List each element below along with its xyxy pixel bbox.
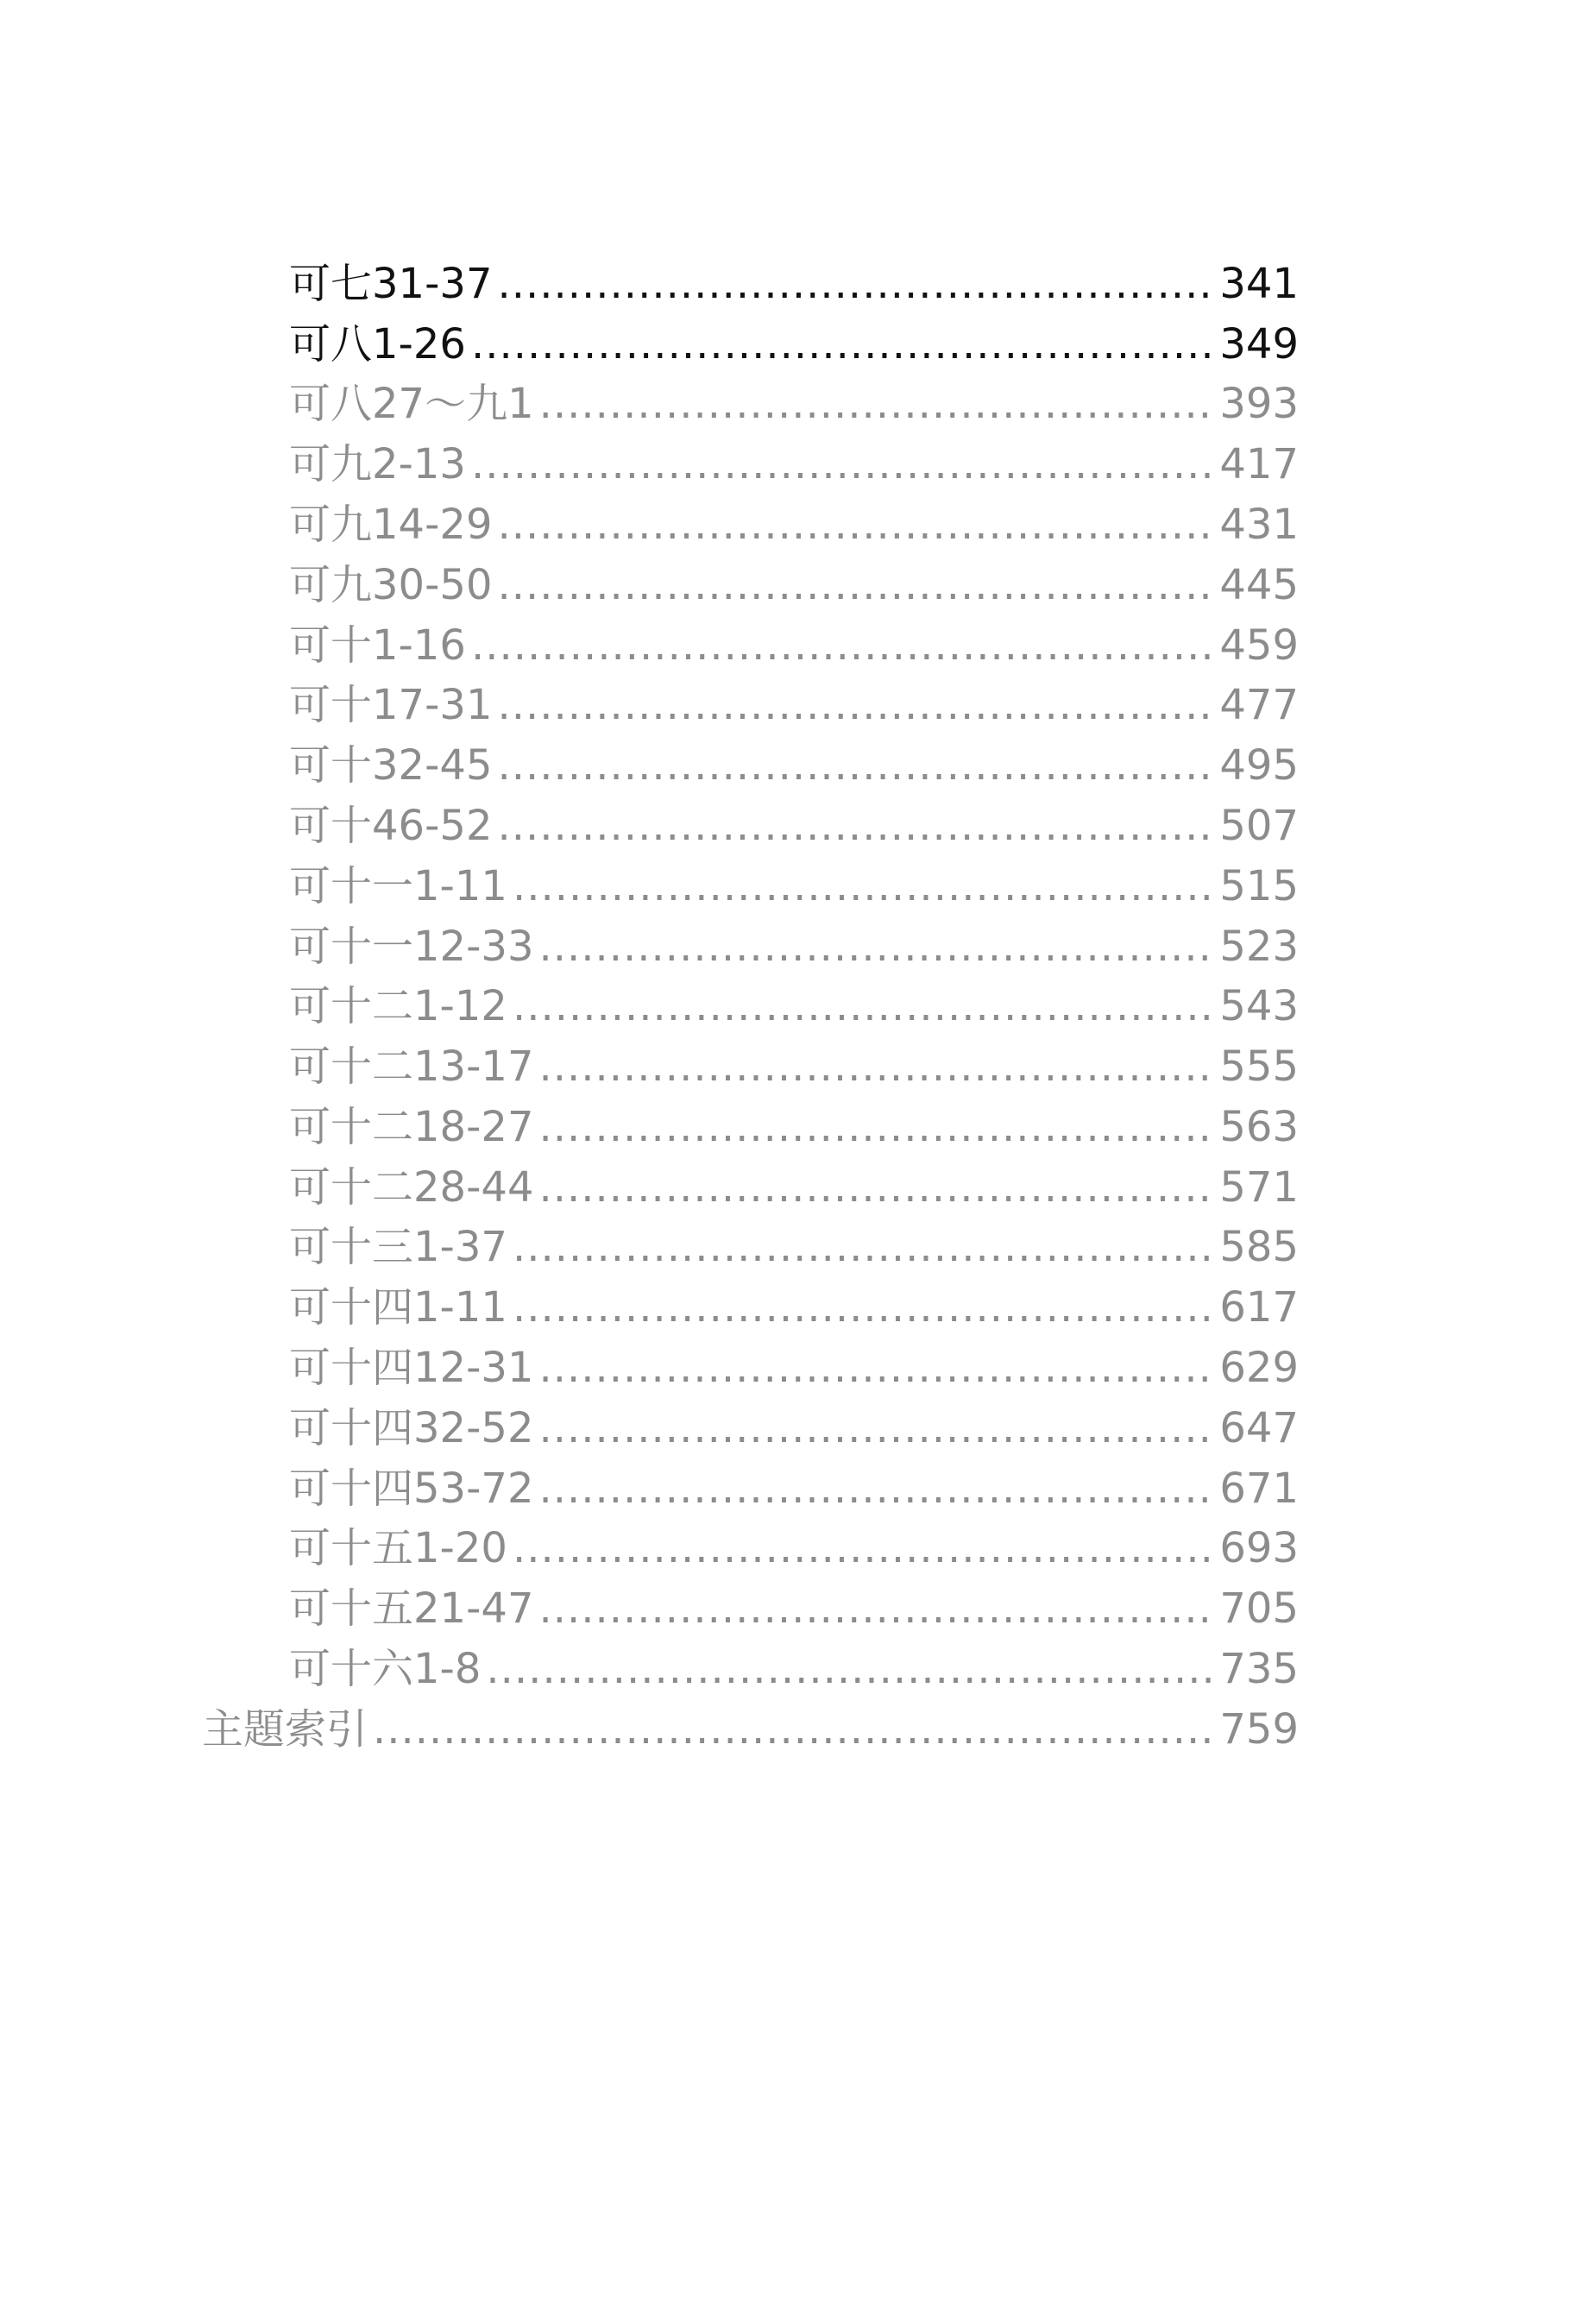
dot-leader [373,1699,1211,1760]
toc-entry-title: 可十四12-31 [289,1344,534,1392]
toc-entry[interactable] [289,555,1299,615]
toc-entry[interactable] [289,1036,1299,1097]
toc-entry-title: 可十17-31 [289,681,493,729]
toc-entry-title: 可十一12-33 [289,923,534,971]
toc-entry-page-number: 543 [1219,982,1299,1030]
toc-entry-title: 可九2-13 [289,440,466,488]
toc-entry[interactable] [289,1157,1299,1218]
toc-entry-title: 可十一1-11 [289,862,507,910]
dot-leader [538,916,1211,977]
toc-entry-title: 可七31-37 [289,260,493,308]
dot-leader [471,615,1211,676]
toc-entry-page-number: 393 [1219,380,1299,428]
toc-entry-page-number: 495 [1219,741,1299,790]
toc-entry-title: 可十四1-11 [289,1283,507,1332]
toc-entry[interactable] [289,976,1299,1036]
toc-entry[interactable] [289,254,1299,314]
toc-entry-title: 可九30-50 [289,561,493,609]
toc-entry-page-number: 647 [1219,1404,1299,1452]
toc-entry-page-number: 705 [1219,1584,1299,1633]
toc-entry-title: 可十二28-44 [289,1163,534,1212]
toc-entry-page-number: 523 [1219,923,1299,971]
toc-entry-page-number: 445 [1219,561,1299,609]
toc-entry[interactable] [289,1398,1299,1458]
toc-entry[interactable] [289,916,1299,977]
toc-entry-page-number: 735 [1219,1645,1299,1693]
toc-entry[interactable] [289,1458,1299,1519]
toc-entry-page-number: 671 [1219,1464,1299,1513]
dot-leader [513,1277,1211,1338]
toc-entry-page-number: 629 [1219,1344,1299,1392]
toc-entry[interactable] [289,856,1299,916]
dot-leader [497,555,1211,615]
toc-entry[interactable] [289,1639,1299,1699]
toc-entry-page-number: 341 [1219,260,1299,308]
toc-entry-page-number: 617 [1219,1283,1299,1332]
toc-entry-title: 可十1-16 [289,621,466,670]
toc-entry-title: 可十五21-47 [289,1584,534,1633]
toc-entry[interactable] [289,1578,1299,1639]
dot-leader [513,856,1211,916]
toc-entry-title: 可十46-52 [289,802,493,850]
toc-entry-title: 可八27～九1 [289,380,534,428]
dot-leader [471,434,1211,494]
dot-leader [497,735,1211,796]
toc-entry-page-number: 555 [1219,1042,1299,1091]
dot-leader [513,1217,1211,1277]
toc-entry-title: 可十二18-27 [289,1103,534,1151]
toc-entry-page-number: 585 [1219,1223,1299,1271]
dot-leader [539,374,1212,434]
toc-entry-page-number: 431 [1219,501,1299,549]
dot-leader [497,254,1211,314]
toc-entry-page-number: 417 [1219,440,1299,488]
toc-entry[interactable] [289,494,1299,555]
dot-leader [538,1398,1211,1458]
toc-entry-title: 可十六1-8 [289,1645,482,1693]
toc-entry[interactable] [289,1518,1299,1578]
toc-entry[interactable] [289,615,1299,676]
toc-entry[interactable] [289,1338,1299,1398]
dot-leader [538,1036,1211,1097]
toc-entry-title: 可八1-26 [289,320,466,368]
toc-entry-page-number: 563 [1219,1103,1299,1151]
toc-entry-page-number: 507 [1219,802,1299,850]
toc-entry-title: 可十二13-17 [289,1042,534,1091]
toc-entry[interactable] [289,434,1299,494]
dot-leader [538,1097,1211,1157]
toc-entry-title: 可十四32-52 [289,1404,534,1452]
dot-leader [538,1157,1211,1218]
toc-entry[interactable] [289,675,1299,735]
dot-leader [497,494,1211,555]
toc-entry-page-number: 349 [1219,320,1299,368]
toc-entry-page-number: 515 [1219,862,1299,910]
toc-entry[interactable] [289,1217,1299,1277]
dot-leader [513,976,1211,1036]
toc-entry-page-number: 759 [1219,1705,1299,1754]
toc-entry-page-number: 477 [1219,681,1299,729]
toc-entry[interactable] [289,314,1299,375]
toc-entry[interactable] [289,796,1299,856]
toc-entry-title: 可十三1-37 [289,1223,507,1271]
dot-leader [497,796,1211,856]
dot-leader [486,1639,1211,1699]
dot-leader [471,314,1211,375]
toc-entry-title: 可十四53-72 [289,1464,534,1513]
toc-entry-page-number: 693 [1219,1524,1299,1572]
toc-entry[interactable] [202,1699,1299,1760]
dot-leader [538,1578,1211,1639]
toc-entry-page-number: 571 [1219,1163,1299,1212]
dot-leader [513,1518,1211,1578]
dot-leader [497,675,1211,735]
toc-entry-title: 可九14-29 [289,501,493,549]
toc-entry-title: 可十二1-12 [289,982,507,1030]
toc-entry-title: 可十32-45 [289,741,493,790]
toc-entry[interactable] [289,735,1299,796]
toc-entry-page-number: 459 [1219,621,1299,670]
dot-leader [538,1458,1211,1519]
dot-leader [538,1338,1211,1398]
toc-entry[interactable] [289,1277,1299,1338]
toc-entry-title: 可十五1-20 [289,1524,507,1572]
toc-entry[interactable] [289,374,1299,434]
toc-entry-title: 主題索引 [202,1705,368,1754]
toc-entry[interactable] [289,1097,1299,1157]
